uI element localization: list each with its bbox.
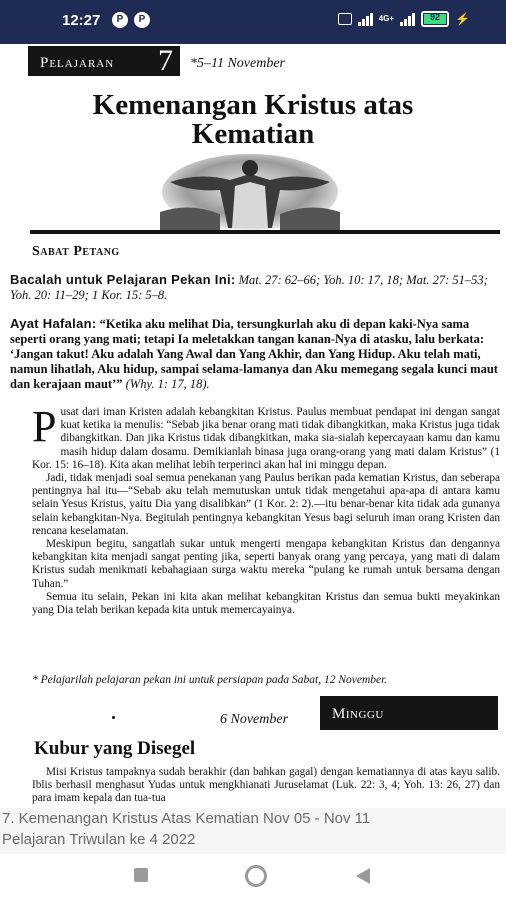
intro-text [32,402,500,617]
caption-subtitle: Pelajaran Triwulan ke 4 2022 [2,831,196,848]
home-button[interactable] [245,865,267,887]
study-note: * Pelajarilah pelajaran pekan ini untuk persiapan pada Sabat, 12 November. [32,674,388,686]
charging-icon: ⚡ [455,12,470,26]
status-indicators [338,11,470,27]
drop-cap: P [32,402,57,451]
network-type: 4G+ [378,14,395,23]
lesson-page[interactable] [0,44,506,804]
battery-level: 92 [430,12,441,22]
lesson-number: 7 [158,44,173,77]
back-button[interactable] [356,868,370,884]
day-label-box [320,696,498,730]
clock: 12:27 [62,12,101,29]
lesson-title-line1: Kemenangan Kristus atas [92,89,414,121]
signal-icon-2 [400,12,415,26]
sabat-heading: Sabat Petang [32,244,120,259]
section-title: Kubur yang Disegel [34,738,196,759]
navigation-bar [0,854,506,900]
memory-verse-text: “Ketika aku melihat Dia, tersungkurlah aku di depan kaki-Nya sama seperti orang yang mati; tetapi Ia meletakkan tangan kanan-Nya di atasku, lalu berkata: ‘Jangan takut! Aku adalah Yang Awal dan Yang Akhir, dan Yang Hidup. Aku telah mati, namun lihatlah, Aku hidup, sampai selama-lamanya dan Aku memegang segala kunci maut dan kerajaan maut’” [10,317,498,391]
lesson-label-box [28,46,180,76]
title-divider [30,230,500,234]
recent-apps-button[interactable] [134,868,148,882]
dot-mark [112,716,115,719]
day-date: 6 November [220,712,289,727]
risen-christ-illustration [160,152,340,230]
paragraph: Jadi, tidak menjadi soal semua penekanan yang Paulus berikan pada kematian Kristus, dan seberapa pentingnya hal itu—“Sebab aku telah memutuskan untuk tidak mengetahui apa-apa di antara kamu selain Yesus Kristus, yaitu Dia yang disalibkan” (1 Kor. 2: 2).—itu benar-benar kita tidak ada gunanya selain kebangkitan-Nya. Begitulah pentingnya kebangkitan Yesus bagi seluruh iman orang Kristen dan rencana keselamatan. [32,472,500,537]
paragraph: Misi Kristus tampaknya sudah berakhir (dan bahkan gagal) dengan kematiannya di atas kayu salib. Iblis berhasil menghasut Yudas untuk mengkhianati Juruselamat (Luk. 22: 3, 4; Yoh. 13: 26, 27) dan para imam kepala dan tua-tua [32,766,500,804]
notification-icon: P [112,12,128,28]
lesson-title-line2: Kematian [191,118,315,150]
day-name: Minggu [332,706,384,722]
reading-assignment [10,272,500,303]
notification-icon: P [134,12,150,28]
section-text [32,766,500,804]
battery-icon [421,11,449,27]
memory-verse-ref: (Why. 1: 17, 18). [125,377,210,391]
sim-icon [338,13,352,25]
paragraph: usat dari iman Kristen adalah kebangkitan Kristus. Paulus membuat pendapat ini dengan sangat kuat ketika ia menulis: “Sebab jika benar orang mati tidak dibangkitkan, maka Kristus juga tidak dibangkitkan. Dan jika Kristus tidak dibangkitkan, maka sia-sialah kepercayaan kamu dan kamu masih hidup dalam dosamu. Demikianlah binasa juga orang-orang yang mati dalam Kristus” (1 Kor. 15: 16–18). Kita akan melihat lebih terperinci akan hal ini minggu depan. [32,406,500,471]
caption-title: 7. Kemenangan Kristus Atas Kematian Nov 05 - Nov 11 [2,810,371,827]
status-bar [0,0,506,44]
lesson-label: Pelajaran [40,55,115,71]
memory-verse [10,316,500,392]
paragraph: Meskipun begitu, sangatlah sukar untuk mengerti mengapa kebangkitan Kristus dan dengannya kebangkitan kita menjadi sangat penting jika, seperti banyak orang yang percaya, yang mati di dalam Kristus sudah menikmati kebahagiaan surga waktu mereka “pulang ke rumah untuk bersama dengan Tuhan.” [32,538,500,590]
reading-refs: Mat. 27: 62–66; Yoh. 10: 17, 18; Mat. 27: 51–53; Yoh. 20: 11–29; 1 Kor. 15: 5–8. [10,273,488,302]
lesson-dates: *5–11 November [190,56,285,71]
memory-verse-lead: Ayat Hafalan: [10,316,97,331]
signal-icon [358,12,373,26]
paragraph: Semua itu selain, Pekan ini kita akan melihat kebangkitan Kristus dan semua bukti meyakinkan yang Dia telah berikan kepada kita untuk memercayainya. [32,590,500,617]
document-caption [0,808,506,854]
reading-lead: Bacalah untuk Pelajaran Pekan Ini: [10,272,236,287]
